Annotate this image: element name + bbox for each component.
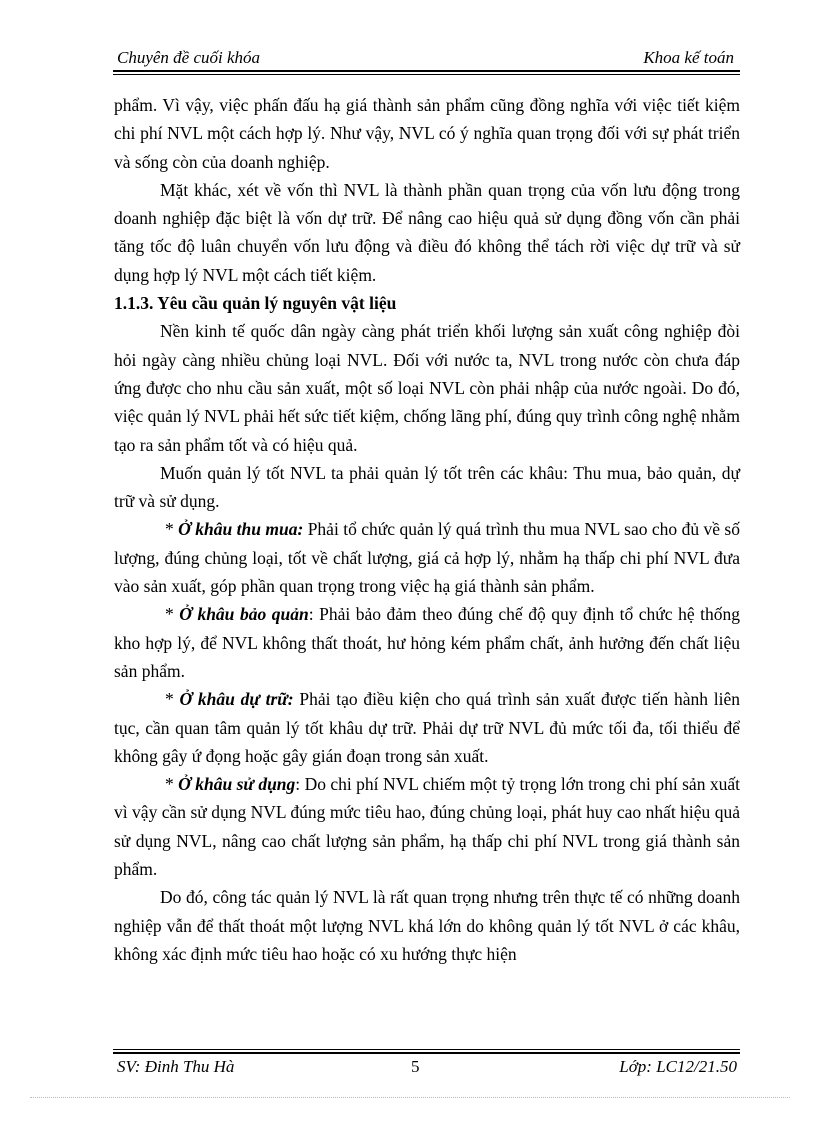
page-bottom-dotted-rule <box>30 1097 790 1098</box>
bullet-marker: * <box>165 774 179 795</box>
paragraph-capital: Mặt khác, xét về vốn thì NVL là thành phần quan trọng của vốn lưu động trong doanh nghiệp đặc biệt là vốn dự trữ. Để nâng cao hiệu quả sử dụng đồng vốn cần phải tăng tốc độ luân chuyển vốn lưu động và điều đó không thể tách rời việc dự trữ và sử dụng hợp lý NVL một cách tiết kiệm. <box>114 179 740 285</box>
bullet-text-purchasing: Phải tổ chức quản lý quá trình thu mua NVL sao cho đủ về số lượng, đúng chủng loại, tốt về chất lượng, giá cả hợp lý, nhằm hạ thấp chi phí NVL đưa vào sản xuất, góp phần quan trọng trong việc hạ giá thành sản phẩm. <box>114 519 740 597</box>
header-course-title: Chuyên đề cuối khóa <box>117 48 261 67</box>
bullet-text-usage: : Do chi phí NVL chiếm một tỷ trọng lớn trong chi phí sản xuất vì vậy cần sử dụng NVL đúng mức tiêu hao, đúng chủng loại, phát huy cao nhất hiệu quả sử dụng NVL, nâng cao chất lượng sản phẩm, hạ thấp chi phí NVL trong giá thành sản phẩm. <box>114 774 740 880</box>
bullet-reserve <box>114 685 740 770</box>
bullet-purchasing <box>114 515 740 600</box>
bullet-label-purchasing: Ở khâu thu mua: <box>178 519 304 540</box>
footer-student-name: SV: Đinh Thu Hà <box>117 1057 235 1076</box>
paragraph-economy: Nền kinh tế quốc dân ngày càng phát triển khối lượng sản xuất công nghiệp đòi hỏi ngày càng nhiều chủng loại NVL. Đối với nước ta, NVL trong nước còn chưa đáp ứng được cho nhu cầu sản xuất, một số loại NVL còn phải nhập của nước ngoài. Do đó, việc quản lý NVL phải hết sức tiết kiệm, chống lãng phí, đúng quy trình công nghệ nhằm tạo ra sản phẩm tốt và có hiệu quả. <box>114 321 740 455</box>
header-rule <box>113 70 740 72</box>
bullet-label-reserve: Ở khâu dự trữ: <box>179 689 294 710</box>
document-body <box>114 91 740 968</box>
page-footer <box>113 1055 740 1079</box>
footer-class-code: Lớp: LC12/21.50 <box>619 1057 737 1076</box>
bullet-marker: * <box>165 604 180 625</box>
footer-rule-thin <box>113 1049 740 1050</box>
section-heading: 1.1.3. Yêu cầu quản lý nguyên vật liệu <box>114 293 397 314</box>
bullet-text-reserve: Phải tạo điều kiện cho quá trình sản xuất được tiến hành liên tục, cần quan tâm quản lý tốt khâu dự trữ. Phải dự trữ NVL đủ mức tối đa, tối thiểu để không gây ứ đọng hoặc gây gián đoạn trong sản xuất. <box>114 689 740 766</box>
paragraph-continuation: phẩm. Vì vậy, việc phấn đấu hạ giá thành sản phẩm cũng đồng nghĩa với việc tiết kiệm chi phí NVL một cách hợp lý. Như vậy, NVL có ý nghĩa quan trọng đối với sự phát triển và sống còn của doanh nghiệp. <box>114 95 740 172</box>
bullet-marker: * <box>165 689 180 710</box>
bullet-label-usage: Ở khâu sử dụng <box>178 774 296 795</box>
bullet-usage <box>114 770 740 883</box>
bullet-text-storage: : Phải bảo đảm theo đúng chế độ quy định tổ chức hệ thống kho hợp lý, để NVL không thất thoát, hư hỏng kém phẩm chất, ảnh hưởng đến chất liệu sản phẩm. <box>114 604 740 681</box>
footer-rule <box>113 1052 740 1054</box>
page-header <box>113 46 737 70</box>
bullet-label-storage: Ở khâu bảo quản <box>179 604 309 625</box>
page-number: 5 <box>411 1057 420 1076</box>
header-department: Khoa kế toán <box>643 48 734 67</box>
paragraph-management-stages: Muốn quản lý tốt NVL ta phải quản lý tốt trên các khâu: Thu mua, bảo quản, dự trữ và sử dụng. <box>114 462 740 512</box>
header-rule-thin <box>113 74 740 75</box>
bullet-marker: * <box>165 519 179 540</box>
bullet-storage <box>114 600 740 685</box>
paragraph-conclusion: Do đó, công tác quản lý NVL là rất quan trọng nhưng trên thực tế có những doanh nghiệp vẫn để thất thoát một lượng NVL khá lớn do không quản lý tốt NVL ở các khâu, không xác định mức tiêu hao hoặc có xu hướng thực hiện <box>114 887 740 964</box>
